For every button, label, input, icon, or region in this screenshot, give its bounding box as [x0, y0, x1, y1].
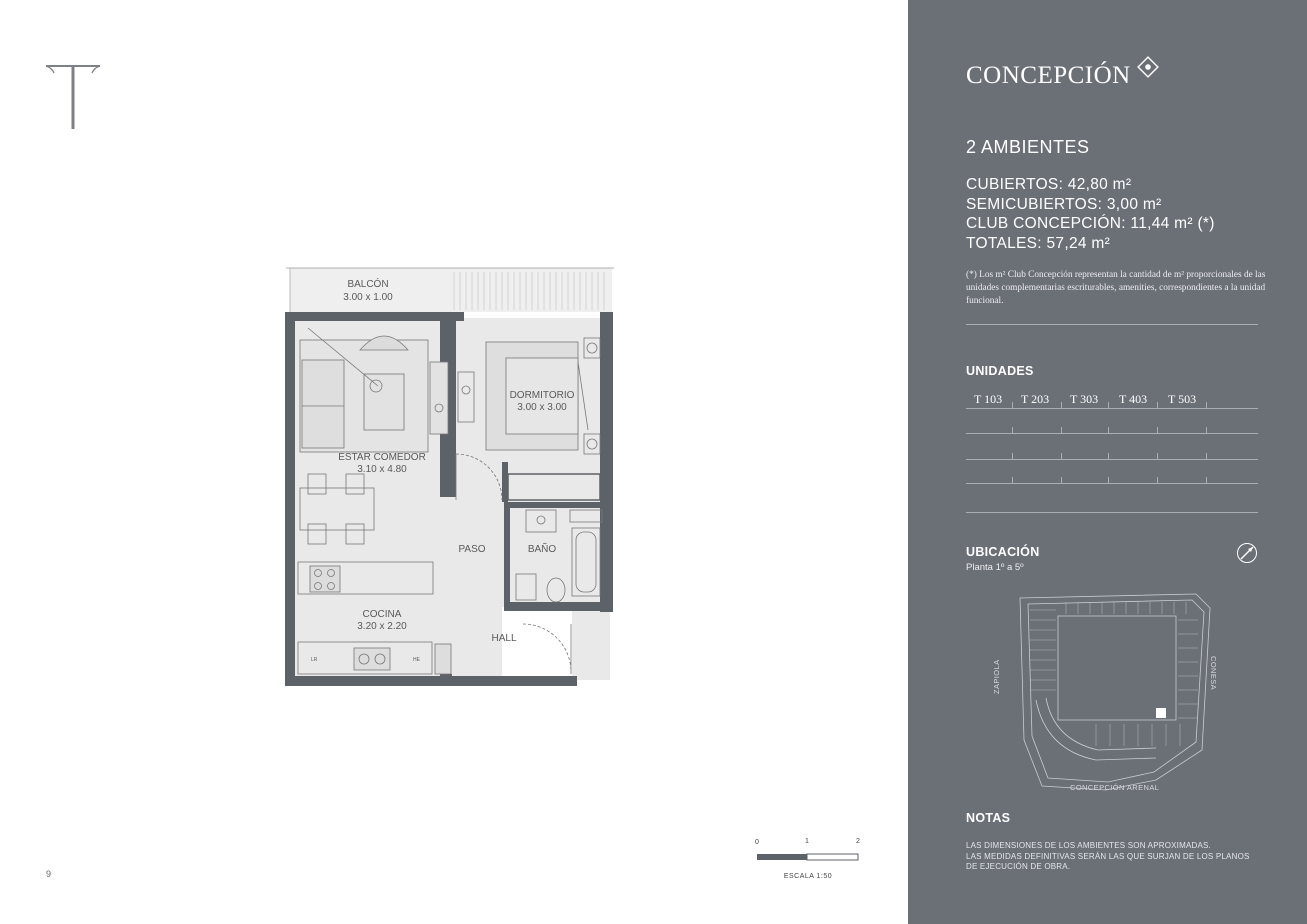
area-semicubiertos: SEMICUBIERTOS: 3,00 m² [966, 195, 1162, 213]
location-title: UBICACIÓN [966, 545, 1040, 559]
appliance-he-label: HE [413, 657, 420, 663]
area-list [966, 175, 1215, 253]
living-label: ESTAR COMEDOR [338, 452, 426, 463]
bath-label: BAÑO [527, 544, 557, 555]
street-bottom-label: CONCEPCIÓN ARENAL [1070, 783, 1160, 792]
t-logo-icon [46, 64, 100, 130]
unit-row-line [966, 512, 1258, 513]
kitchen-dims: 3.20 x 2.20 [357, 621, 407, 632]
notes-title: NOTAS [966, 811, 1011, 825]
unit-row-line [966, 408, 1258, 409]
unit-item: T 503 [1168, 392, 1197, 406]
scale-label-1: 1 [805, 838, 809, 845]
unit-row-line [966, 459, 1258, 460]
street-right-label: CONESA [1209, 656, 1218, 691]
scale-bar [752, 834, 864, 880]
divider [966, 324, 1258, 325]
unit-item: T 103 [974, 392, 1003, 406]
notes-text [966, 841, 1250, 873]
unit-item: T 303 [1070, 392, 1099, 406]
balcony-label: BALCÓN [347, 279, 389, 290]
notes-line: LAS DIMENSIONES DE LOS AMBIENTES SON APROXIMADAS. [966, 841, 1211, 850]
area-footnote: (*) Los m² Club Concepción representan la cantidad de m² proporcionales de las unidades complementarias escriturables, amenities, correspondientes a la unidad funcional. [966, 270, 1266, 306]
unit-row-line [966, 483, 1258, 484]
diamond-logo-icon [1137, 56, 1159, 78]
appliance-lr-label: LR [311, 657, 318, 663]
info-sidebar [908, 0, 1307, 924]
notes-line: DE EJECUCIÓN DE OBRA. [966, 862, 1071, 871]
notes-line: LAS MEDIDAS DEFINITIVAS SERÁN LAS QUE SURJAN DE LOS PLANOS [966, 851, 1250, 861]
location-subtitle: Planta 1º a 5º [966, 562, 1024, 573]
compass-icon [1236, 542, 1258, 564]
unit-row-line [966, 433, 1258, 434]
street-left-label: ZAPIOLA [992, 659, 1001, 694]
scale-caption: ESCALA 1:50 [783, 873, 833, 880]
living-dims: 3.10 x 4.80 [357, 464, 407, 475]
hall-label: HALL [491, 633, 517, 644]
brand-name: CONCEPCIÓN [966, 62, 1131, 89]
balcony-area [290, 268, 612, 312]
balcony-dims: 3.00 x 1.00 [343, 292, 393, 303]
bedroom-label: DORMITORIO [509, 390, 575, 401]
floor-plan [280, 262, 620, 692]
scale-label-2: 2 [856, 838, 860, 845]
site-plan [1006, 590, 1238, 796]
unit-item: T 403 [1119, 392, 1148, 406]
paso-label: PASO [458, 544, 486, 555]
area-totales: TOTALES: 57,24 m² [966, 234, 1111, 252]
area-club: CLUB CONCEPCIÓN: 11,44 m² (*) [966, 215, 1215, 232]
area-cubiertos: CUBIERTOS: 42,80 m² [966, 176, 1132, 193]
units-title: UNIDADES [966, 364, 1034, 378]
unit-item: T 203 [1021, 392, 1050, 406]
unit-type-title: 2 AMBIENTES [966, 137, 1090, 157]
scale-label-0: 0 [755, 839, 759, 846]
kitchen-label: COCINA [362, 609, 402, 620]
page-number: 9 [46, 869, 52, 879]
bedroom-dims: 3.00 x 3.00 [517, 402, 567, 413]
